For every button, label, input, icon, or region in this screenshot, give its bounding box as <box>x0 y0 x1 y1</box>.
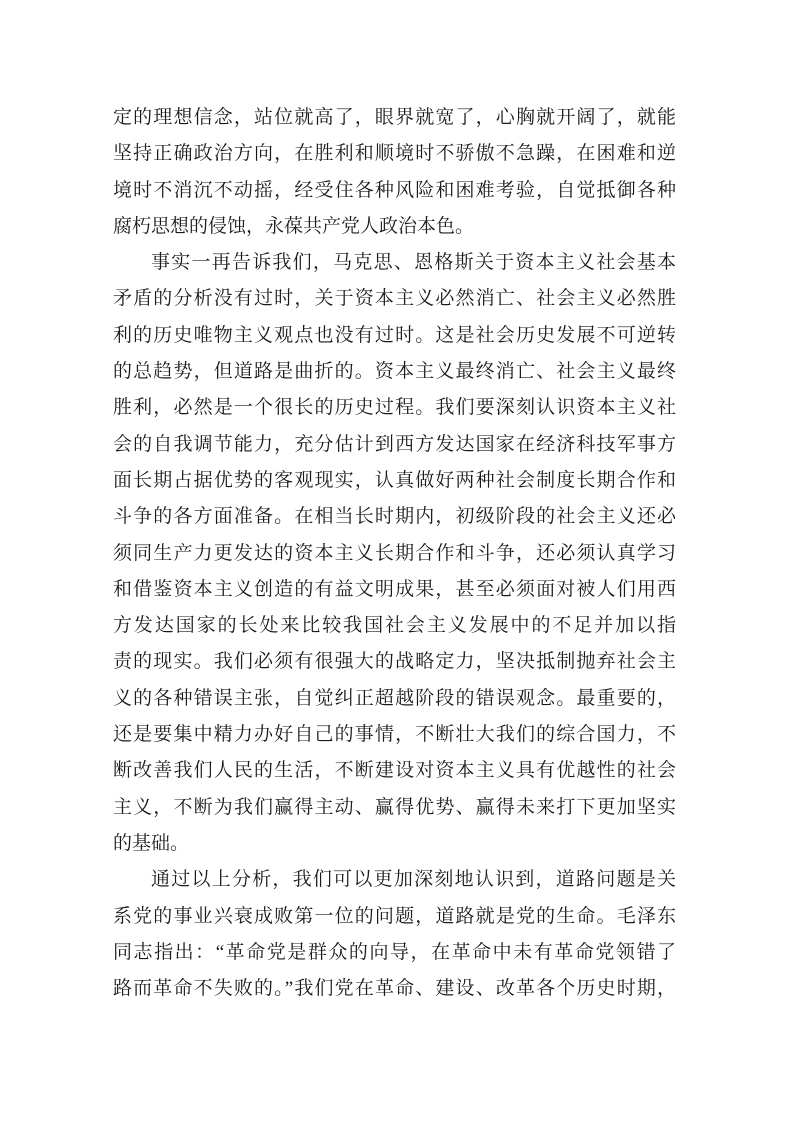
text-line: 利的历史唯物主义观点也没有过时。这是社会历史发展不可逆转 <box>113 324 676 346</box>
text-line: 坚持正确政治方向，在胜利和顺境时不骄傲不急躁，在困难和逆 <box>113 143 676 165</box>
text-line: 会的自我调节能力，充分估计到西方发达国家在经济科技军事方 <box>113 433 676 455</box>
text-line: 须同生产力更发达的资本主义长期合作和斗争，还必须认真学习 <box>113 542 676 564</box>
text-line: 和借鉴资本主义创造的有益文明成果，甚至必须面对被人们用西 <box>113 578 676 600</box>
text-line: 同志指出：“革命党是群众的向导，在革命中未有革命党领错了 <box>113 941 676 963</box>
text-line: 通过以上分析，我们可以更加深刻地认识到，道路问题是关 <box>151 869 676 891</box>
text-line: 腐朽思想的侵蚀，永葆共产党人政治本色。 <box>113 215 475 237</box>
text-line: 矛盾的分析没有过时，关于资本主义必然消亡、社会主义必然胜 <box>113 288 676 310</box>
text-line: 义的各种错误主张，自觉纠正超越阶段的错误观念。最重要的， <box>113 687 676 709</box>
text-line: 断改善我们人民的生活，不断建设对资本主义具有优越性的社会 <box>113 760 676 782</box>
text-line: 胜利，必然是一个很长的历史过程。我们要深刻认识资本主义社 <box>113 397 676 419</box>
paragraph-2 <box>113 245 676 862</box>
text-line: 还是要集中精力办好自己的事情，不断壮大我们的综合国力，不 <box>113 724 676 746</box>
paragraph-1 <box>113 100 676 245</box>
text-line: 系党的事业兴衰成败第一位的问题，道路就是党的生命。毛泽东 <box>113 905 676 927</box>
text-line: 方发达国家的长处来比较我国社会主义发展中的不足并加以指 <box>113 615 676 637</box>
text-line: 事实一再告诉我们，马克思、恩格斯关于资本主义社会基本 <box>151 252 676 274</box>
text-line: 路而革命不失败的。”我们党在革命、建设、改革各个历史时期， <box>113 978 676 1000</box>
text-line: 斗争的各方面准备。在相当长时期内，初级阶段的社会主义还必 <box>113 506 676 528</box>
paragraph-3 <box>113 862 676 1007</box>
document-text-block <box>113 100 676 1007</box>
text-line: 的总趋势，但道路是曲折的。资本主义最终消亡、社会主义最终 <box>113 361 676 383</box>
text-line: 责的现实。我们必须有很强大的战略定力，坚决抵制抛弃社会主 <box>113 651 676 673</box>
text-line: 境时不消沉不动摇，经受住各种风险和困难考验，自觉抵御各种 <box>113 179 676 201</box>
text-line: 面长期占据优势的客观现实，认真做好两种社会制度长期合作和 <box>113 469 676 491</box>
text-line: 定的理想信念，站位就高了，眼界就宽了，心胸就开阔了，就能 <box>113 107 676 128</box>
text-line: 的基础。 <box>113 832 190 854</box>
text-line: 主义，不断为我们赢得主动、赢得优势、赢得未来打下更加坚实 <box>113 796 676 818</box>
